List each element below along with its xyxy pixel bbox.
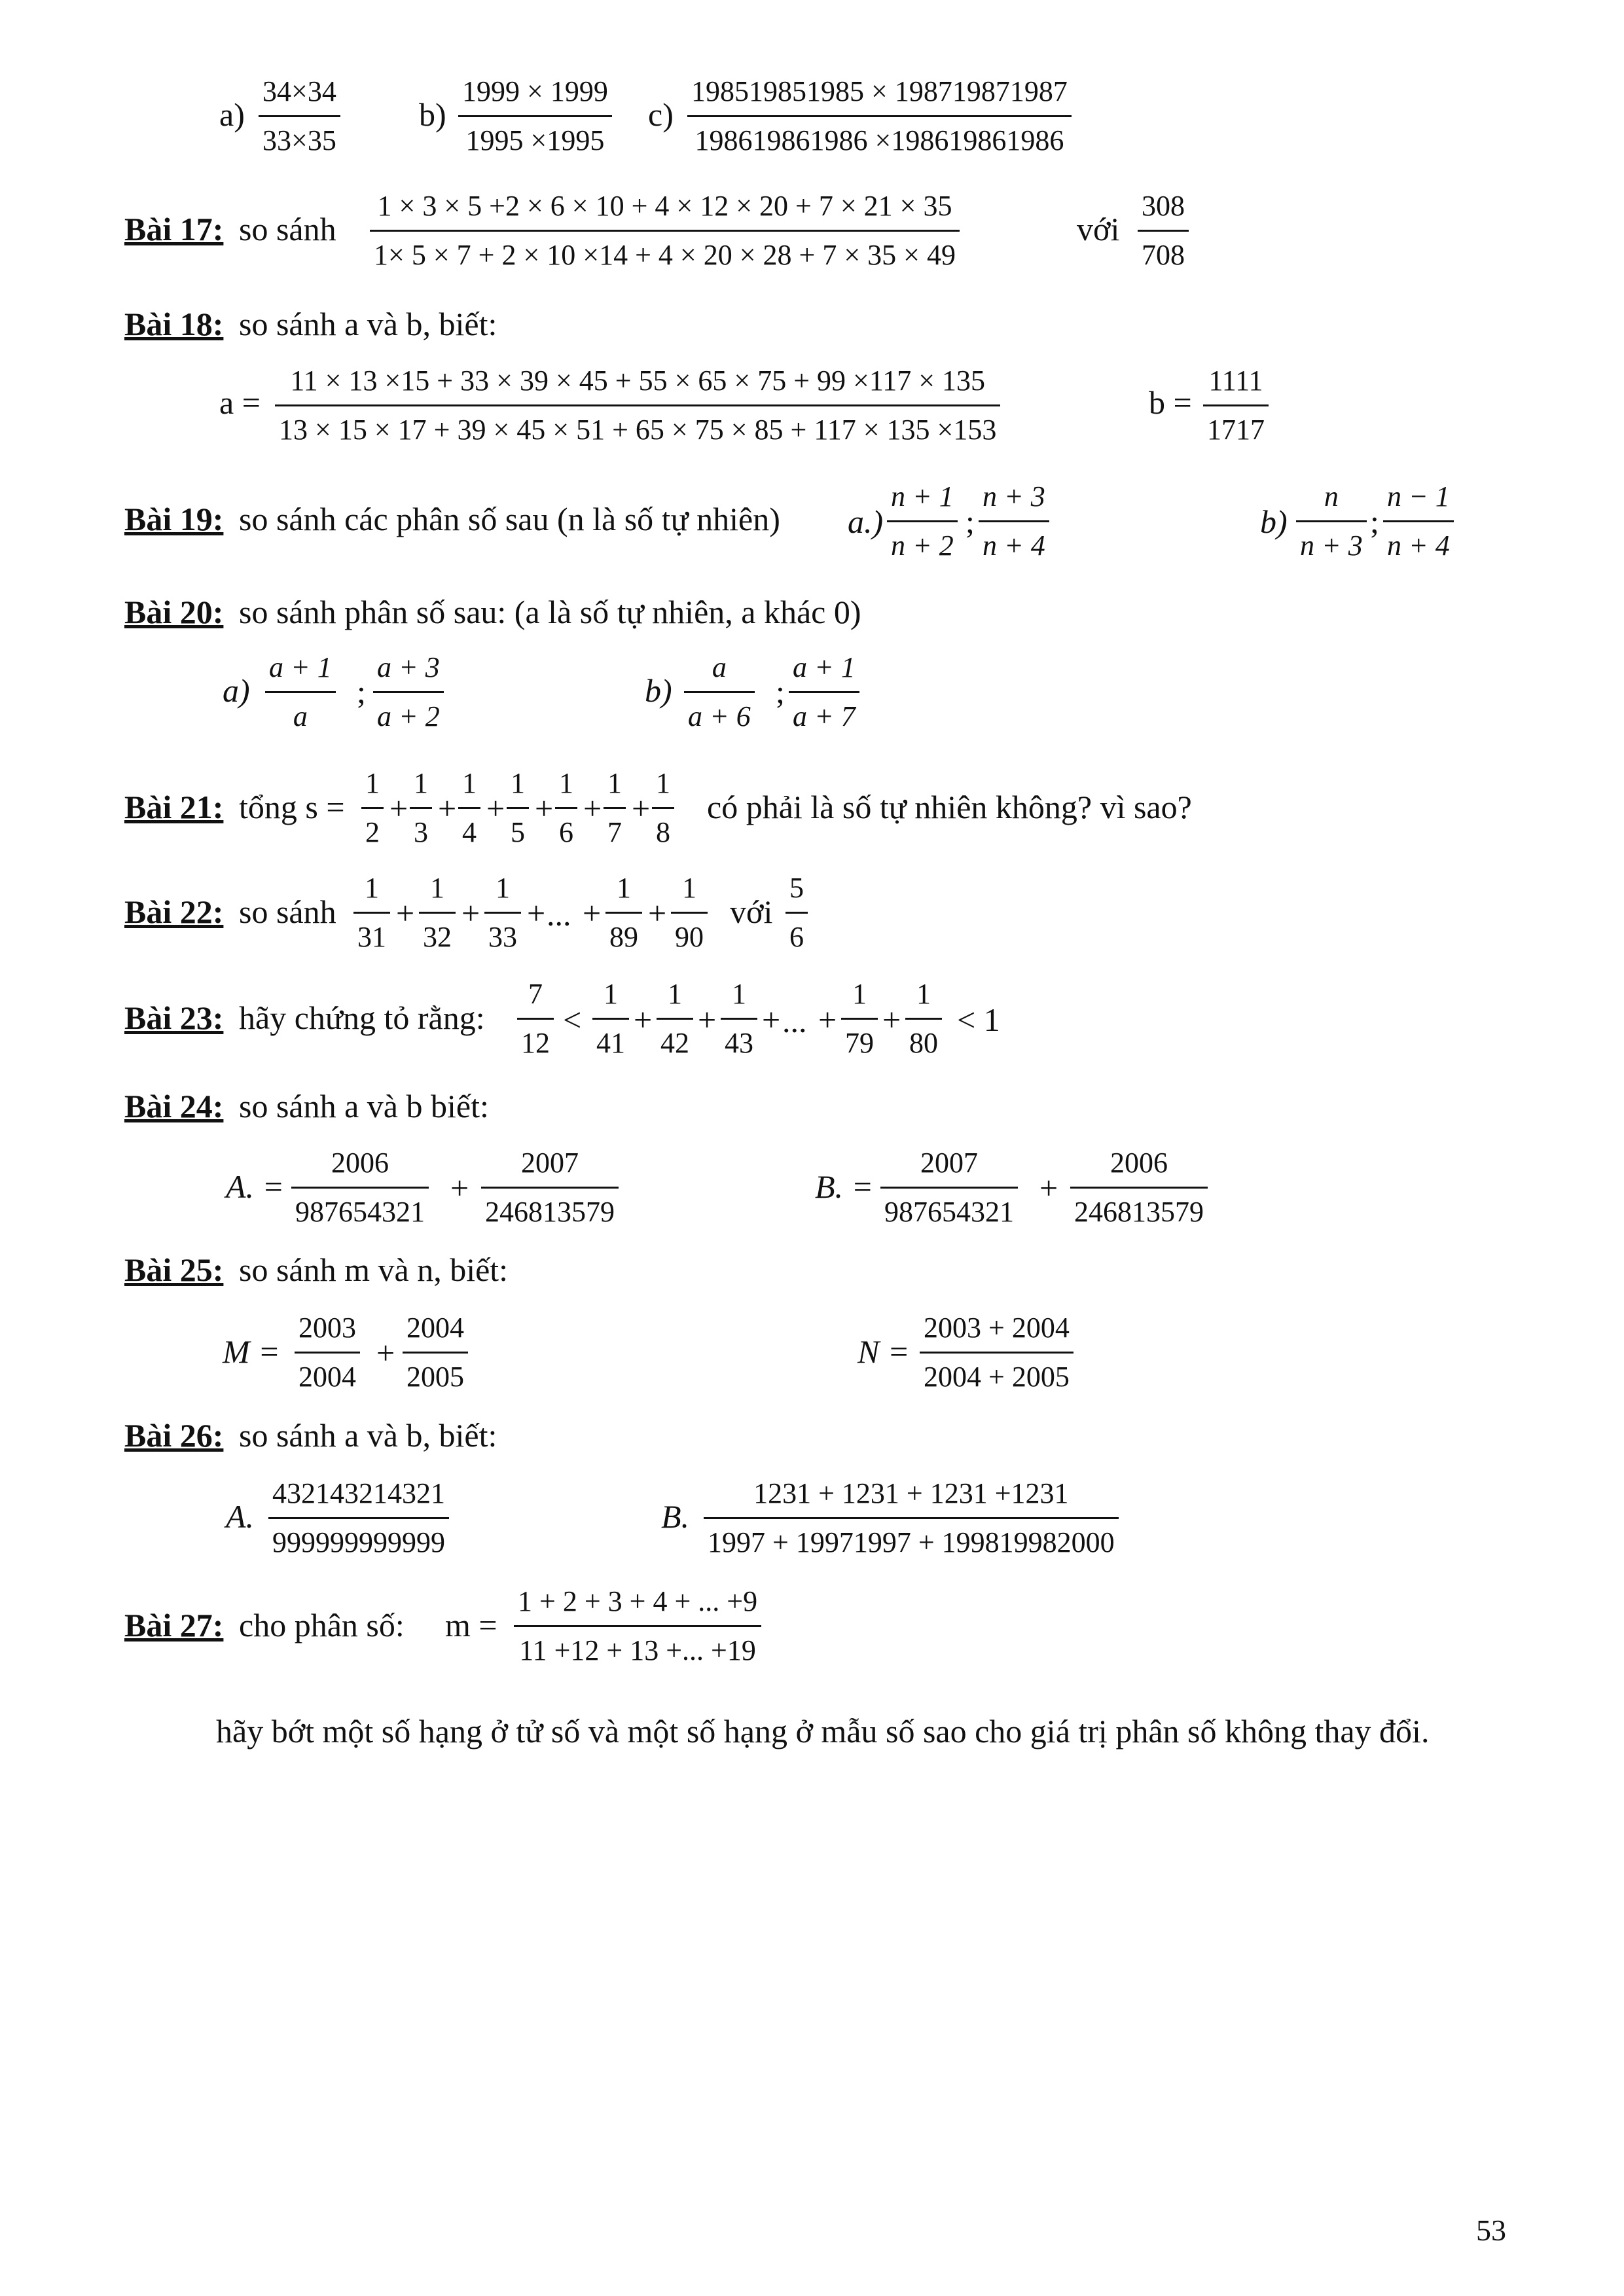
fraction-term <box>592 980 629 1058</box>
denominator: 708 <box>1138 230 1189 270</box>
numerator: 1 <box>604 978 618 1010</box>
denominator: 12 <box>517 1018 554 1058</box>
numerator: 2004 <box>406 1312 464 1344</box>
fraction-b2 <box>1383 482 1454 560</box>
m-equals: m = <box>445 1607 497 1643</box>
denominator: 6 <box>785 912 808 952</box>
exercise-text: cho phân số: <box>239 1607 405 1643</box>
denominator: 987654321 <box>880 1187 1018 1227</box>
fraction-M1 <box>295 1314 360 1391</box>
fraction-b <box>1203 367 1269 444</box>
plus-sign: + <box>634 1001 653 1038</box>
denominator: 80 <box>905 1018 942 1058</box>
word-voi: với <box>1077 211 1120 247</box>
denominator: 999999999999 <box>268 1517 449 1557</box>
fraction-a1 <box>887 482 958 560</box>
denominator: 987654321 <box>291 1187 429 1227</box>
plus-sign: + <box>535 790 554 827</box>
numerator: 308 <box>1142 190 1185 222</box>
denominator: 198619861986 ×198619861986 <box>687 115 1072 155</box>
A-label: A. <box>226 1498 255 1535</box>
denominator: 8 <box>652 807 674 847</box>
fraction-term <box>605 874 642 952</box>
exercise-text: hãy chứng tỏ rằng: <box>239 999 485 1036</box>
plus-sign: + <box>527 895 546 931</box>
numerator: 5 <box>789 872 804 904</box>
denominator: 41 <box>592 1018 629 1058</box>
exercise-text: so sánh <box>239 211 336 247</box>
numerator: 1 + 2 + 3 + 4 + ... +9 <box>518 1585 758 1617</box>
part-b-label: b) <box>645 672 672 709</box>
denominator: 7 <box>604 807 626 847</box>
numerator: 1111 <box>1208 365 1263 397</box>
numerator: 432143214321 <box>272 1477 445 1509</box>
fraction-term <box>361 769 384 847</box>
b-equals: b = <box>1149 384 1192 421</box>
part-b-label: b) <box>1260 503 1288 540</box>
numerator: 198519851985 × 198719871987 <box>691 75 1068 107</box>
numerator: n <box>1324 480 1339 512</box>
fraction-b <box>458 77 612 155</box>
fraction-term <box>721 980 757 1058</box>
denominator: 6 <box>555 807 577 847</box>
exercise-label: Bài 18: <box>124 306 224 342</box>
numerator: 1999 × 1999 <box>462 75 608 107</box>
fraction-b1 <box>1296 482 1367 560</box>
M-equals: M = <box>223 1333 280 1370</box>
plus-sign: + <box>632 790 651 827</box>
plus-sign: + <box>583 790 602 827</box>
fraction-term <box>484 874 521 952</box>
numerator: 1 <box>617 872 631 904</box>
fraction-a <box>259 77 340 155</box>
separator: ; <box>965 503 975 540</box>
exercise-label: Bài 22: <box>124 893 224 930</box>
B-equals: B. = <box>815 1168 874 1205</box>
numerator: 2007 <box>920 1147 978 1179</box>
plus-sign: + <box>882 1001 901 1038</box>
denominator: a + 2 <box>373 691 444 731</box>
denominator: 1717 <box>1203 404 1269 444</box>
denominator: 1995 ×1995 <box>458 115 612 155</box>
denominator: n + 2 <box>887 520 958 560</box>
denominator: 2004 <box>295 1352 360 1391</box>
denominator: 33 <box>484 912 521 952</box>
exercise-label: Bài 17: <box>124 211 224 247</box>
plus-sign: + <box>648 895 667 931</box>
denominator: 246813579 <box>481 1187 619 1227</box>
numerator: 1 <box>365 872 379 904</box>
part-a-label: a.) <box>848 503 884 540</box>
numerator: 1 <box>852 978 867 1010</box>
fraction-term <box>507 769 529 847</box>
plus-sign: + <box>1039 1170 1058 1206</box>
plus-sign: + <box>396 895 415 931</box>
exercise-text: so sánh a và b, biết: <box>239 306 497 342</box>
exercise-text: so sánh phân số sau: (a là số tự nhiên, a khác 0) <box>239 594 861 630</box>
fraction-term <box>555 769 577 847</box>
ellipsis: ... <box>782 1003 807 1039</box>
numerator: 2007 <box>521 1147 579 1179</box>
less-than: < <box>563 1001 582 1038</box>
denominator: 2005 <box>403 1352 468 1391</box>
denominator: 32 <box>419 912 456 952</box>
denominator: 89 <box>605 912 642 952</box>
exercise-question: có phải là số tự nhiên không? vì sao? <box>707 789 1192 825</box>
separator: ; <box>776 673 785 710</box>
fraction-b17 <box>370 192 960 270</box>
exercise-label: Bài 21: <box>124 789 224 825</box>
numerator: n + 3 <box>983 480 1045 512</box>
numerator: 2006 <box>1110 1147 1168 1179</box>
fraction-b1 <box>684 653 755 731</box>
plus-sign: + <box>762 1001 781 1038</box>
denominator: 90 <box>671 912 708 952</box>
plus-sign: + <box>486 790 505 827</box>
fraction-A2 <box>481 1149 619 1227</box>
plus-sign: + <box>438 790 457 827</box>
item-c-label: c) <box>648 96 674 133</box>
numerator: 1 <box>430 872 444 904</box>
exercise-label: Bài 27: <box>124 1607 224 1643</box>
fraction-term <box>657 980 693 1058</box>
numerator: 1 <box>414 767 428 799</box>
separator: ; <box>357 673 366 710</box>
fraction-A <box>268 1479 449 1557</box>
numerator: a + 1 <box>793 651 856 683</box>
numerator: 1 <box>496 872 510 904</box>
fraction-N <box>920 1314 1074 1391</box>
numerator: 1 <box>607 767 622 799</box>
fraction-B <box>704 1479 1119 1557</box>
plus-sign: + <box>698 1001 717 1038</box>
numerator: 1 <box>462 767 477 799</box>
separator: ; <box>1370 503 1379 540</box>
fraction-a1 <box>265 653 336 731</box>
fraction-B2 <box>1070 1149 1208 1227</box>
exercise-text: so sánh a và b biết: <box>239 1088 489 1124</box>
exercise-text: so sánh a và b, biết: <box>239 1417 497 1454</box>
denominator: n + 4 <box>1383 520 1454 560</box>
exercise-label: Bài 23: <box>124 999 224 1036</box>
numerator: 1 <box>365 767 380 799</box>
fraction-compare <box>785 874 808 952</box>
exercise-label: Bài 25: <box>124 1251 224 1288</box>
plus-sign: + <box>450 1170 469 1206</box>
denominator: 31 <box>353 912 390 952</box>
exercise-text: so sánh <box>239 893 336 930</box>
plus-sign: + <box>389 790 408 827</box>
denominator: a + 6 <box>684 691 755 731</box>
numerator: 11 × 13 ×15 + 33 × 39 × 45 + 55 × 65 × 75 + 99 ×117 × 135 <box>290 365 986 397</box>
part-a-label: a) <box>223 672 250 709</box>
denominator: 13 × 15 × 17 + 39 × 45 × 51 + 65 × 75 × 85 + 117 × 135 ×153 <box>275 404 1000 444</box>
fraction-term <box>671 874 708 952</box>
plus-sign: + <box>461 895 480 931</box>
fraction-c <box>687 77 1072 155</box>
denominator: a <box>265 691 336 731</box>
numerator: 7 <box>528 978 543 1010</box>
numerator: 1 <box>559 767 573 799</box>
plus-sign: + <box>376 1335 395 1371</box>
numerator: a + 1 <box>269 651 332 683</box>
denominator: 2 <box>361 807 384 847</box>
numerator: 1 <box>682 872 696 904</box>
exercise-label: Bài 26: <box>124 1417 224 1454</box>
ellipsis: ... <box>547 896 571 933</box>
numerator: 1 <box>668 978 682 1010</box>
denominator: 3 <box>410 807 432 847</box>
fraction-b2 <box>789 653 859 731</box>
exercise-text: so sánh m và n, biết: <box>239 1251 509 1288</box>
fraction-term <box>410 769 432 847</box>
numerator: 34×34 <box>262 75 336 107</box>
plus-sign: + <box>583 895 602 931</box>
numerator: 1 × 3 × 5 +2 × 6 × 10 + 4 × 12 × 20 + 7 × 21 × 35 <box>377 190 952 222</box>
denominator: 79 <box>841 1018 878 1058</box>
fraction-A1 <box>291 1149 429 1227</box>
a-equals: a = <box>219 384 261 421</box>
numerator: 1231 + 1231 + 1231 +1231 <box>753 1477 1069 1509</box>
numerator: 1 <box>916 978 931 1010</box>
exercise-label: Bài 20: <box>124 594 224 630</box>
numerator: 1 <box>656 767 670 799</box>
fraction-m <box>514 1587 761 1665</box>
denominator: 246813579 <box>1070 1187 1208 1227</box>
A-equals: A. = <box>226 1168 285 1205</box>
exercise-label: Bài 19: <box>124 501 224 537</box>
denominator: 1× 5 × 7 + 2 × 10 ×14 + 4 × 20 × 28 + 7 × 35 × 49 <box>370 230 960 270</box>
item-a-label: a) <box>219 96 245 133</box>
numerator: 2003 <box>298 1312 356 1344</box>
numerator: 1 <box>511 767 525 799</box>
fraction-term <box>841 980 878 1058</box>
denominator: 4 <box>458 807 480 847</box>
denominator: 33×35 <box>259 115 340 155</box>
denominator: 11 +12 + 13 +... +19 <box>514 1625 761 1665</box>
fraction-M2 <box>403 1314 468 1391</box>
denominator: 1997 + 19971997 + 199819982000 <box>704 1517 1119 1557</box>
item-b-label: b) <box>419 96 446 133</box>
numerator: 1 <box>732 978 746 1010</box>
fraction-term <box>604 769 626 847</box>
numerator: a <box>712 651 727 683</box>
fraction-a <box>275 367 1000 444</box>
fraction-compare <box>1138 192 1189 270</box>
word-voi: với <box>730 893 773 930</box>
page-number: 53 <box>1476 2214 1506 2247</box>
exercise-paragraph: hãy bớt một số hạng ở tử số và một số hạng ở mẫu số sao cho giá trị phân số không thay đổi. <box>216 1713 1430 1749</box>
fraction-B1 <box>880 1149 1018 1227</box>
denominator: 43 <box>721 1018 757 1058</box>
exercise-text: so sánh các phân số sau (n là số tự nhiên) <box>239 501 780 537</box>
numerator: a + 3 <box>377 651 440 683</box>
inequality-rhs: < 1 <box>957 1001 1000 1038</box>
fraction-term <box>419 874 456 952</box>
denominator: n + 3 <box>1296 520 1367 560</box>
numerator: n + 1 <box>891 480 954 512</box>
denominator: 5 <box>507 807 529 847</box>
N-equals: N = <box>857 1333 910 1370</box>
fraction-a2 <box>979 482 1049 560</box>
plus-sign: + <box>818 1001 837 1038</box>
numerator: 2006 <box>331 1147 389 1179</box>
denominator: 42 <box>657 1018 693 1058</box>
fraction-term <box>458 769 480 847</box>
fraction-a2 <box>373 653 444 731</box>
exercise-text: tổng s = <box>239 789 345 825</box>
exercise-label: Bài 24: <box>124 1088 224 1124</box>
fraction-term <box>905 980 942 1058</box>
denominator: n + 4 <box>979 520 1049 560</box>
B-label: B. <box>661 1498 690 1535</box>
fraction-left <box>517 980 554 1058</box>
denominator: a + 7 <box>789 691 859 731</box>
numerator: 2003 + 2004 <box>924 1312 1070 1344</box>
fraction-term <box>652 769 674 847</box>
denominator: 2004 + 2005 <box>920 1352 1074 1391</box>
numerator: n − 1 <box>1387 480 1450 512</box>
fraction-term <box>353 874 390 952</box>
